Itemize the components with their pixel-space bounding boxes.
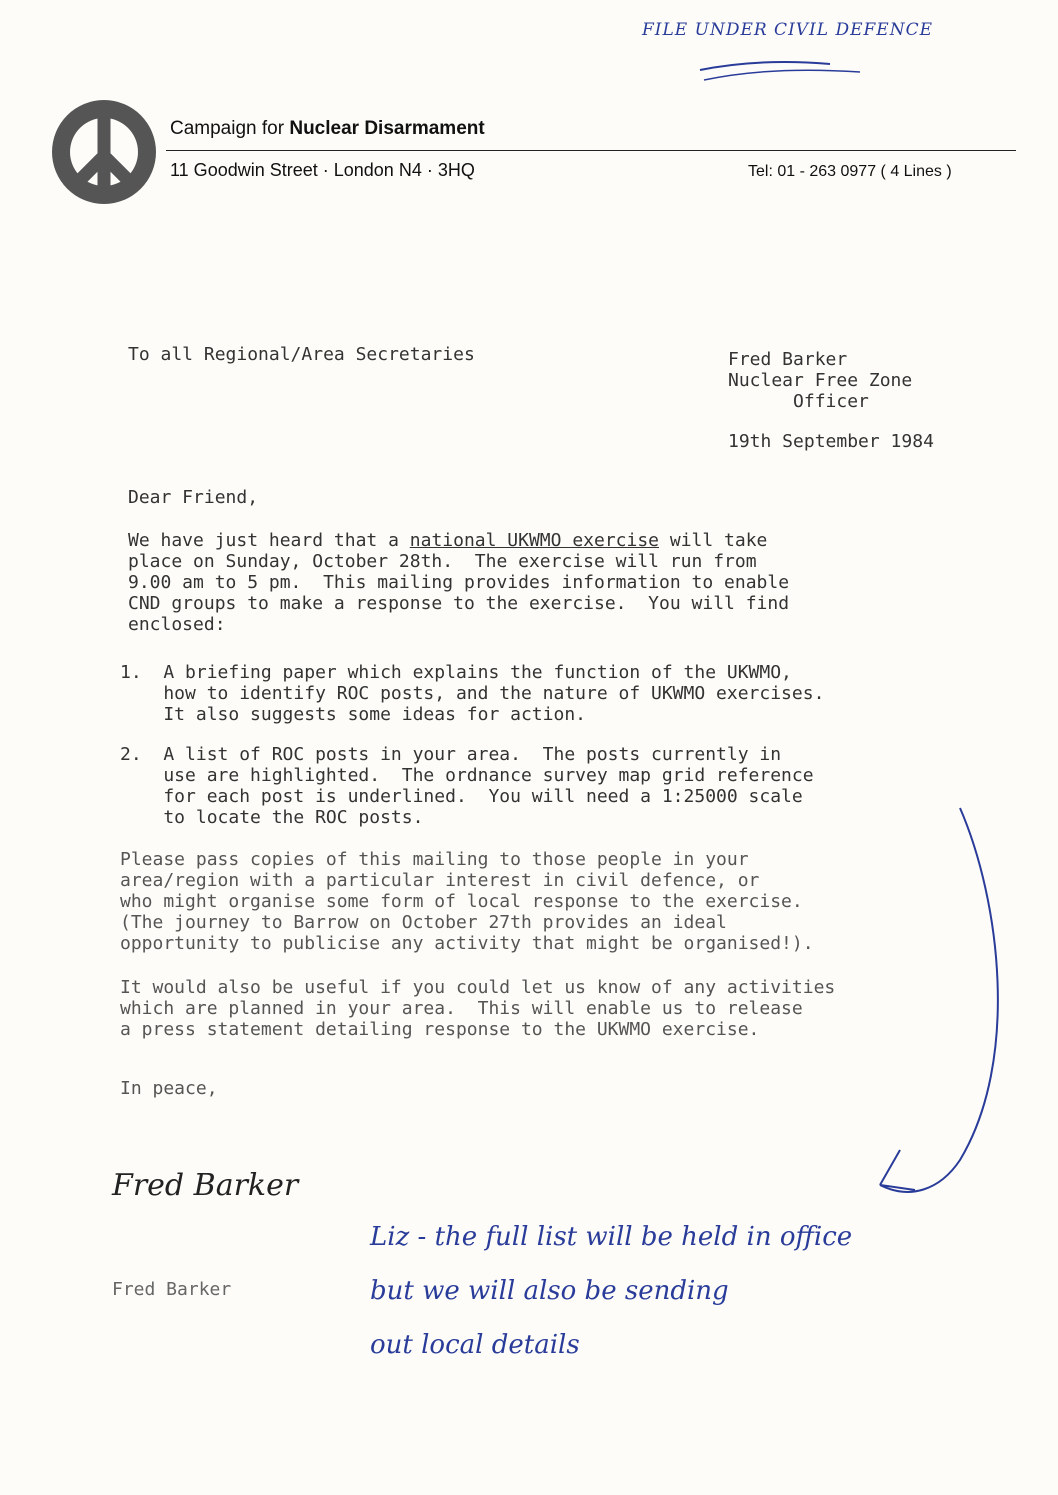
typed-signatory-name: Fred Barker [112, 1279, 232, 1300]
closing: In peace, [120, 1078, 218, 1099]
intro-text-line1-end: will take [659, 530, 768, 551]
enclosure-item-2: 2. A list of ROC posts in your area. The posts currently in use are highlighted. The ordnance survey map grid reference for each post is underlined. You will need a 1:25000 scale to locate the ROC posts. [120, 744, 814, 828]
letterhead-telephone: Tel: 01 - 263 0977 ( 4 Lines ) [748, 163, 952, 180]
sender-title-line2: Officer [793, 391, 869, 412]
underlined-exercise-name: national UKWMO exercise [409, 530, 660, 551]
enclosure-item-1: 1. A briefing paper which explains the function of the UKWMO, how to identify ROC posts, and the nature of UKWMO exercises. It also suggests some ideas for action. [120, 662, 825, 725]
sender-block [728, 349, 912, 412]
greeting: Dear Friend, [128, 487, 259, 508]
intro-text-start: We have just heard that a [128, 530, 410, 551]
letterhead-rule [166, 150, 1016, 151]
letter-date: 19th September 1984 [728, 431, 934, 452]
handwritten-margin-note: Liz - the full list will be held in office but we will also be sending out local details [370, 1222, 853, 1360]
peace-symbol-logo [48, 96, 160, 208]
org-name-prefix: Campaign for [170, 118, 285, 139]
paragraph-pass-copies: Please pass copies of this mailing to those people in your area/region with a particular interest in civil defence, or who might organise some form of local response to the exercise. (The journey to Barrow on October 27th provides an ideal opportunity to publicise any activity that might be organised!). [120, 849, 814, 954]
recipient-line: To all Regional/Area Secretaries [128, 344, 475, 365]
intro-text-rest: place on Sunday, October 28th. The exercise will run from 9.00 am to 5 pm. This mailing provides information to enable CND groups to make a response to the exercise. You will find enclosed: [128, 551, 790, 635]
paragraph-activities: It would also be useful if you could let us know of any activities which are planned in your area. This will enable us to release a press statement detailing response to the UKWMO exercise. [120, 977, 836, 1040]
sender-name: Fred Barker [728, 349, 848, 370]
org-name-bold: Nuclear Disarmament [289, 118, 485, 139]
letterhead-address: 11 Goodwin Street · London N4 · 3HQ [170, 160, 475, 180]
handwritten-filing-note: FILE UNDER CIVIL DEFENCE [642, 20, 934, 40]
sender-title-line1: Nuclear Free Zone [728, 370, 913, 391]
handwritten-signature: Fred Barker [112, 1168, 299, 1203]
organization-name [170, 118, 485, 140]
paragraph-intro [128, 530, 789, 635]
